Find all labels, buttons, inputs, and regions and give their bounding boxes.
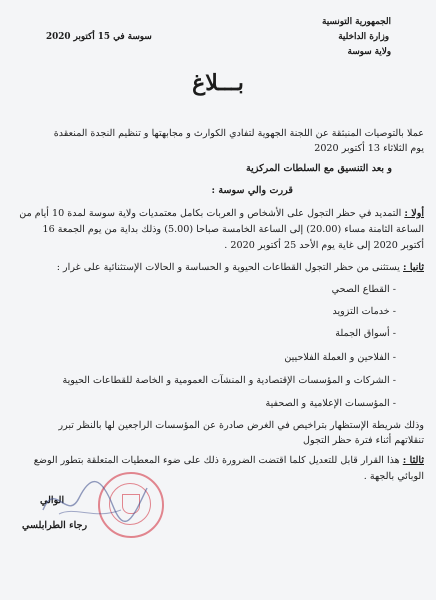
condition-line-2: تنقلاتهم أثناء فترة حظر التجول [303, 435, 424, 446]
governorate-name: ولاية سوسة [347, 47, 391, 57]
third-text-1: هذا القرار قابل للتعديل كلما اقتضت الضرورة ذلك على ضوء المعطيات المتعلقة بتطور الوضع [33, 455, 400, 466]
signatory-title: الوالي [40, 495, 65, 506]
third-article-line-2: الوبائي بالجهة . [363, 471, 424, 482]
condition-line-1: وذلك شريطة الإستظهار بتراخيص في الغرض صادرة عن المؤسسات الراجعين لها بالنظر تبرر [58, 420, 424, 431]
first-article-line-3: أكتوبر 2020 إلى غاية يوم الأحد 25 أكتوبر 2020 . [224, 240, 424, 251]
second-article-intro [57, 262, 424, 274]
date-line: سوسة في 15 أكتوبر 2020 [46, 32, 152, 42]
intro-line-3: و بعد التنسيق مع السلطات المركزية [246, 163, 392, 174]
first-text-1: التمديد في حظر التجول على الأشخاص و العربات بكامل معتمديات ولاية سوسة لمدة 10 أيام من [19, 208, 402, 219]
decision-heading: قررت والي سوسة : [211, 185, 293, 196]
exception-item-3: - أسواق الجملة [335, 328, 396, 339]
ministry-name: وزارة الداخلية [338, 32, 389, 42]
intro-line-1: عملا بالتوصيات المنبثقة عن اللجنة الجهوية لتفادي الكوارث و مجابهتها و تنظيم النجدة المنعقدة [53, 128, 424, 139]
second-label: ثانيا : [403, 262, 424, 273]
exception-item-1: - القطاع الصحي [331, 284, 396, 295]
handwritten-signature [35, 470, 155, 530]
country-name: الجمهورية التونسية [322, 17, 391, 27]
exception-item-4: - الفلاحين و العملة الفلاحيين [284, 352, 396, 363]
first-article-line-2: الساعة الثامنة مساء (20.00) إلى الساعة الخامسة صباحا (5.00) وذلك بداية من يوم الجمعة 16 [42, 224, 424, 235]
exception-item-2: - خدمات التزويد [332, 306, 396, 317]
signatory-name: رجاء الطرابلسي [22, 520, 88, 531]
exception-item-5: - الشركات و المؤسسات الإقتصادية و المنشآت العمومية و الخاصة للقطاعات الحيوية [62, 375, 396, 386]
second-intro-text: يستثنى من حظر التجول القطاعات الحيوية و الحساسة و الحالات الإستثنائية على غرار : [56, 262, 400, 273]
first-label: أولا : [404, 208, 424, 219]
page-title: بـــلاغ [192, 70, 244, 96]
intro-line-2: يوم الثلاثاء 13 أكتوبر 2020 [314, 143, 424, 154]
first-article-line-1 [19, 208, 424, 220]
exception-item-6: - المؤسسات الإعلامية و الصحفية [265, 398, 396, 409]
third-article-line-1 [34, 455, 424, 467]
third-label: ثالثا : [402, 455, 424, 466]
